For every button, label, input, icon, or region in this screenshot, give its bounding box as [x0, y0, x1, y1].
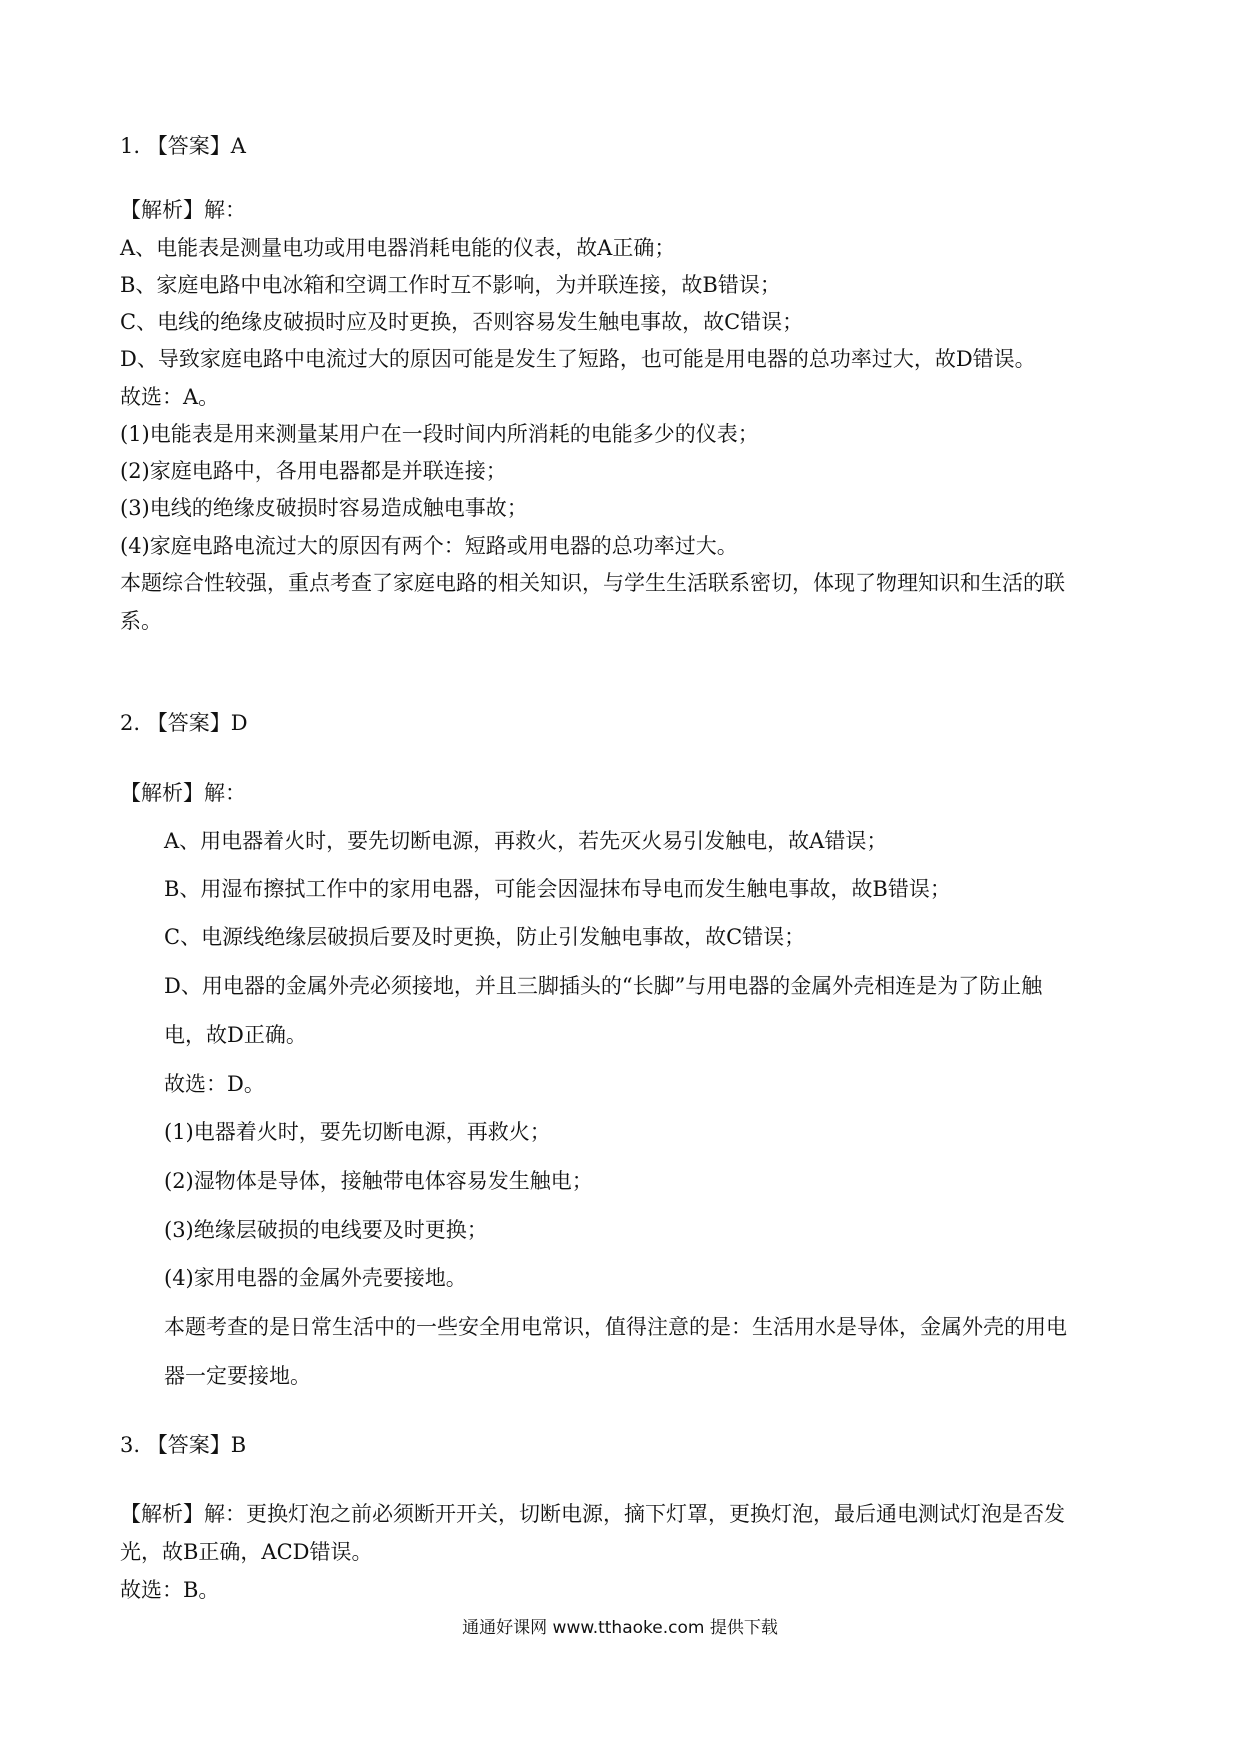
- q2-line: (2)湿物体是导体，接触带电体容易发生触电；: [164, 1169, 593, 1193]
- footer-source: 通通好课网 www.tthaoke.com 提供下载: [462, 1618, 778, 1638]
- q1-line: D、导致家庭电路中电流过大的原因可能是发生了短路，也可能是用电器的总功率过大，故D错误。: [120, 347, 1036, 371]
- q1-line: (3)电线的绝缘皮破损时容易造成触电事故；: [120, 496, 528, 520]
- q1-line: (4)家庭电路电流过大的原因有两个：短路或用电器的总功率过大。: [120, 534, 738, 558]
- q3-answer: 3. 【答案】B: [120, 1433, 247, 1457]
- q2-line: A、用电器着火时，要先切断电源，再救火，若先灭火易引发触电，故A错误；: [164, 829, 888, 853]
- q1-line: A、电能表是测量电功或用电器消耗电能的仪表，故A正确；: [120, 236, 676, 260]
- q2-line: (4)家用电器的金属外壳要接地。: [164, 1266, 467, 1290]
- q2-line: B、用湿布擦拭工作中的家用电器，可能会因湿抹布导电而发生触电事故，故B错误；: [164, 877, 951, 901]
- q1-line: C、电线的绝缘皮破损时应及时更换，否则容易发生触电事故，故C错误；: [120, 310, 804, 334]
- q1-line: 故选：A。: [120, 385, 220, 409]
- q2-line: (1)电器着火时，要先切断电源，再救火；: [164, 1120, 551, 1144]
- q2-analysis-label: 【解析】解：: [120, 781, 246, 805]
- q2-line: 器一定要接地。: [164, 1364, 311, 1388]
- q3-line: 光，故B正确，ACD错误。: [120, 1540, 373, 1564]
- q1-line: (2)家庭电路中，各用电器都是并联连接；: [120, 459, 507, 483]
- q2-line: 故选：D。: [164, 1072, 265, 1096]
- q1-line: 本题综合性较强，重点考查了家庭电路的相关知识，与学生生活联系密切，体现了物理知识和生活的联: [120, 571, 1065, 595]
- q2-line: D、用电器的金属外壳必须接地，并且三脚插头的“长脚”与用电器的金属外壳相连是为了防止触: [164, 974, 1043, 998]
- q2-line: C、电源线绝缘层破损后要及时更换，防止引发触电事故，故C错误；: [164, 925, 806, 949]
- q1-answer: 1. 【答案】A: [120, 134, 246, 158]
- q3-line: 【解析】解：更换灯泡之前必须断开开关，切断电源，摘下灯罩，更换灯泡，最后通电测试灯泡是否发: [120, 1502, 1065, 1526]
- q2-line: (3)绝缘层破损的电线要及时更换；: [164, 1218, 488, 1242]
- q2-answer: 2. 【答案】D: [120, 711, 248, 735]
- q1-line: B、家庭电路中电冰箱和空调工作时互不影响，为并联连接，故B错误；: [120, 273, 781, 297]
- q2-line: 电，故D正确。: [164, 1023, 307, 1047]
- q2-line: 本题考查的是日常生活中的一些安全用电常识，值得注意的是：生活用水是导体，金属外壳的用电: [164, 1315, 1067, 1339]
- q1-line: 系。: [120, 609, 162, 633]
- q3-line: 故选：B。: [120, 1578, 220, 1602]
- q1-analysis-label: 【解析】解：: [120, 198, 246, 222]
- q1-line: (1)电能表是用来测量某用户在一段时间内所消耗的电能多少的仪表；: [120, 422, 759, 446]
